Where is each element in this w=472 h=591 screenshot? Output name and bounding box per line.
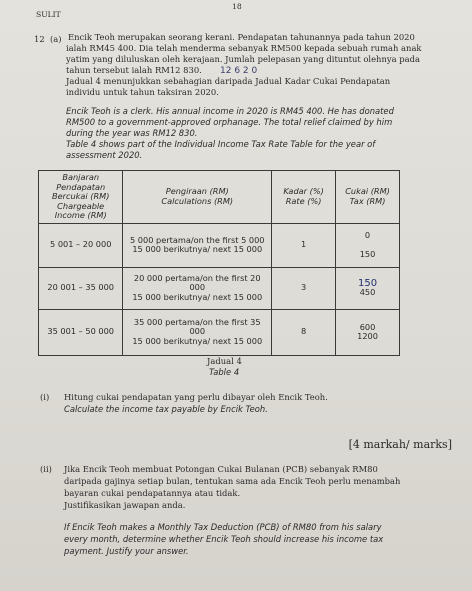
page-number: 18 bbox=[232, 2, 242, 11]
cell-tax: 600 1200 bbox=[336, 309, 400, 355]
cell-calc: 20 000 pertama/on the first 20 000 15 000 berikutnya/ next 15 000 bbox=[123, 267, 272, 309]
subpart-i-malay: Hitung cukai pendapatan yang perlu dibayar oleh Encik Teoh. bbox=[64, 392, 328, 402]
table-row bbox=[39, 267, 400, 309]
table-row bbox=[39, 309, 400, 355]
cell-income: 20 001 – 35 000 bbox=[39, 267, 123, 309]
cell-income: 35 001 – 50 000 bbox=[39, 309, 123, 355]
subpart-ii-english-3: payment. Justify your answer. bbox=[64, 546, 189, 556]
cell-rate: 1 bbox=[272, 223, 336, 267]
cell-income: 5 001 – 20 000 bbox=[39, 223, 123, 267]
malay-line-4: tahun tersebut ialah RM12 830. bbox=[66, 65, 202, 75]
subpart-ii-malay-3: bayaran cukai pendapatannya atau tidak. bbox=[64, 488, 241, 498]
cell-tax: 0 150 bbox=[336, 223, 400, 267]
malay-line-5: Jadual 4 menunjukkan sebahagian daripada Jadual Kadar Cukai Pendapatan bbox=[66, 76, 391, 86]
subpart-ii-label: (ii) bbox=[40, 464, 52, 474]
col-header-chargeable-income: Banjaran Pendapatan Bercukai (RM) Chargeable Income (RM) bbox=[39, 171, 123, 224]
handwritten-note: 12 6 2 0 bbox=[220, 66, 258, 76]
question-number: 12 bbox=[34, 34, 45, 44]
subpart-i-label: (i) bbox=[40, 392, 50, 402]
malay-line-6: individu untuk tahun taksiran 2020. bbox=[66, 87, 219, 97]
cell-calc: 35 000 pertama/on the first 35 000 15 000 berikutnya/ next 15 000 bbox=[123, 309, 272, 355]
english-line-5: assessment 2020. bbox=[66, 150, 143, 160]
cell-tax: 150 450 bbox=[336, 267, 400, 309]
subpart-i-english: Calculate the income tax payable by Encik Teoh. bbox=[64, 404, 268, 414]
english-line-2: RM500 to a government-approved orphanage. The total relief claimed by him bbox=[66, 117, 393, 127]
col-header-rate: Kadar (%) Rate (%) bbox=[272, 171, 336, 224]
cell-calc: 5 000 pertama/on the first 5 000 15 000 berikutnya/ next 15 000 bbox=[123, 223, 272, 267]
malay-line-3: yatim yang diluluskan oleh kerajaan. Jumlah pelepasan yang dituntut olehnya pada bbox=[66, 54, 420, 64]
subpart-ii-malay-4: Justifikasikan jawapan anda. bbox=[64, 500, 186, 510]
english-line-4: Table 4 shows part of the Individual Income Tax Rate Table for the year of bbox=[66, 139, 376, 149]
table-caption-english: Table 4 bbox=[209, 367, 240, 377]
malay-line-2: ialah RM45 400. Dia telah menderma sebanyak RM500 kepada sebuah rumah anak bbox=[66, 43, 422, 53]
english-line-1: Encik Teoh is a clerk. His annual income in 2020 is RM45 400. He has donated bbox=[66, 106, 394, 116]
col-header-calculations: Pengiraan (RM) Calculations (RM) bbox=[123, 171, 272, 224]
english-line-3: during the year was RM12 830. bbox=[66, 128, 198, 138]
subpart-ii-english-1: If Encik Teoh makes a Monthly Tax Deduction (PCB) of RM80 from his salary bbox=[64, 522, 382, 532]
table-caption-malay: Jadual 4 bbox=[207, 356, 242, 366]
subpart-ii-english-2: every month, determine whether Encik Teoh should increase his income tax bbox=[64, 534, 384, 544]
header-left: SULIT bbox=[36, 10, 61, 19]
part-label: (a) bbox=[50, 34, 62, 44]
table-row bbox=[39, 223, 400, 267]
income-tax-rate-table bbox=[38, 170, 400, 356]
malay-line-1: Encik Teoh merupakan seorang kerani. Pendapatan tahunannya pada tahun 2020 bbox=[68, 32, 415, 42]
subpart-ii-malay-2: daripada gajinya setiap bulan, tentukan sama ada Encik Teoh perlu menambah bbox=[64, 476, 401, 486]
cell-rate: 3 bbox=[272, 267, 336, 309]
subpart-ii-malay-1: Jika Encik Teoh membuat Potongan Cukai Bulanan (PCB) sebanyak RM80 bbox=[64, 464, 378, 474]
marks-label: [4 markah/ marks] bbox=[348, 438, 452, 451]
table-header-row bbox=[39, 171, 400, 224]
col-header-tax: Cukai (RM) Tax (RM) bbox=[336, 171, 400, 224]
cell-rate: 8 bbox=[272, 309, 336, 355]
